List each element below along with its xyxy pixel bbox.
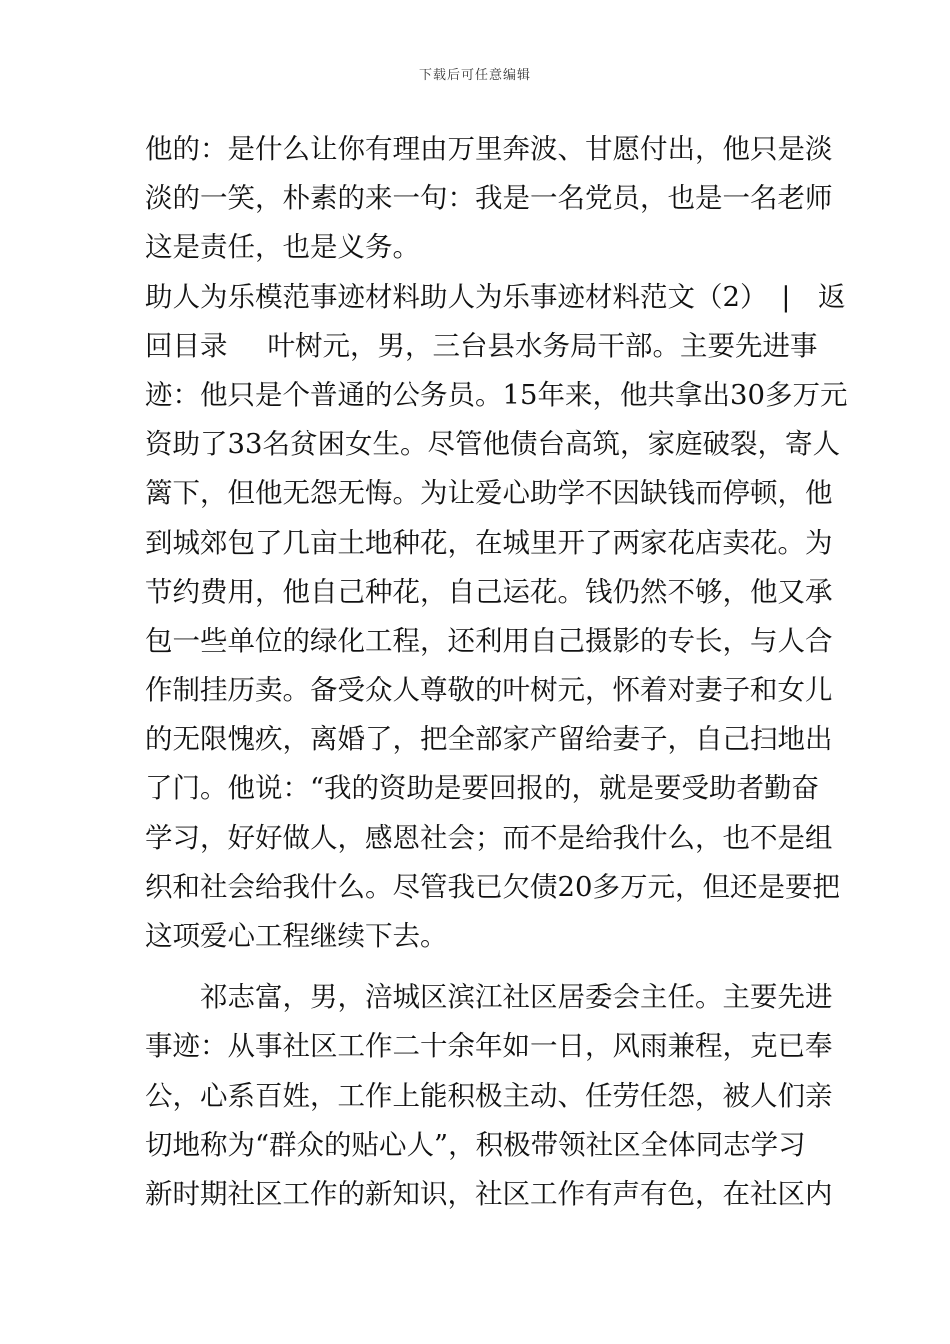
text-line: 这是责任，也是义务。 [145, 231, 420, 264]
text-line: 包一些单位的绿化工程，还利用自己摄影的专长，与人合 [145, 624, 833, 657]
text-line: 他的：是什么让你有理由万里奔波、甘愿付出，他只是淡 [145, 133, 833, 165]
text-line: 淡的一笑，朴素的来一句：我是一名党员，也是一名老师 [145, 182, 833, 215]
text-line: 作制挂历卖。备受众人尊敬的叶树元，怀着对妻子和女儿 [145, 674, 833, 707]
text-line: 切地称为“群众的贴心人”，积极带领社区全体同志学习 [145, 1128, 806, 1161]
section-heading-line[interactable]: 助人为乐模范事迹材料助人为乐事迹材料范文（2） | 返 [145, 280, 846, 313]
text-line: 这项爱心工程继续下去。 [145, 920, 448, 952]
page-header: 下载后可任意编辑 [418, 68, 531, 83]
text-line: 了门。他说：“我的资助是要回报的，就是要受助者勤奋 [145, 772, 820, 805]
text-line: 资助了33名贫困女生。尽管他债台高筑，家庭破裂，寄人 [145, 428, 840, 461]
text-line: 到城郊包了几亩土地种花，在城里开了两家花店卖花。为 [145, 526, 833, 559]
text-line: 公，心系百姓，工作上能积极主动、任劳任怨，被人们亲 [145, 1079, 833, 1112]
text-line: 学习，好好做人，感恩社会；而不是给我什么，也不是组 [145, 821, 833, 854]
text-line-mixed [145, 322, 818, 371]
document-body [145, 125, 848, 1219]
text-line: 节约费用，他自己种花，自己运花。钱仍然不够，他又承 [145, 575, 833, 608]
text-line: 织和社会给我什么。尽管我已欠债20多万元，但还是要把 [145, 870, 840, 903]
text-line: 迹：他只是个普通的公务员。15年来，他共拿出30多万元 [145, 378, 848, 411]
text-segment: 叶树元，男，三台县水务局干部。主要先进事 [267, 329, 818, 362]
text-line: 新时期社区工作的新知识，社区工作有声有色，在社区内 [145, 1177, 833, 1210]
text-line: 篱下，但他无怨无悔。为让爱心助学不因缺钱而停顿，他 [145, 477, 833, 510]
return-toc-link[interactable]: 回目录 [145, 329, 228, 362]
text-line: 的无限愧疚，离婚了，把全部家产留给妻子，自己扫地出 [145, 723, 833, 756]
paragraph-gap [145, 961, 810, 973]
text-line: 祁志富，男，涪城区滨江社区居委会主任。主要先进 [200, 981, 833, 1014]
text-line: 事迹：从事社区工作二十余年如一日，风雨兼程，克已奉 [145, 1030, 833, 1063]
